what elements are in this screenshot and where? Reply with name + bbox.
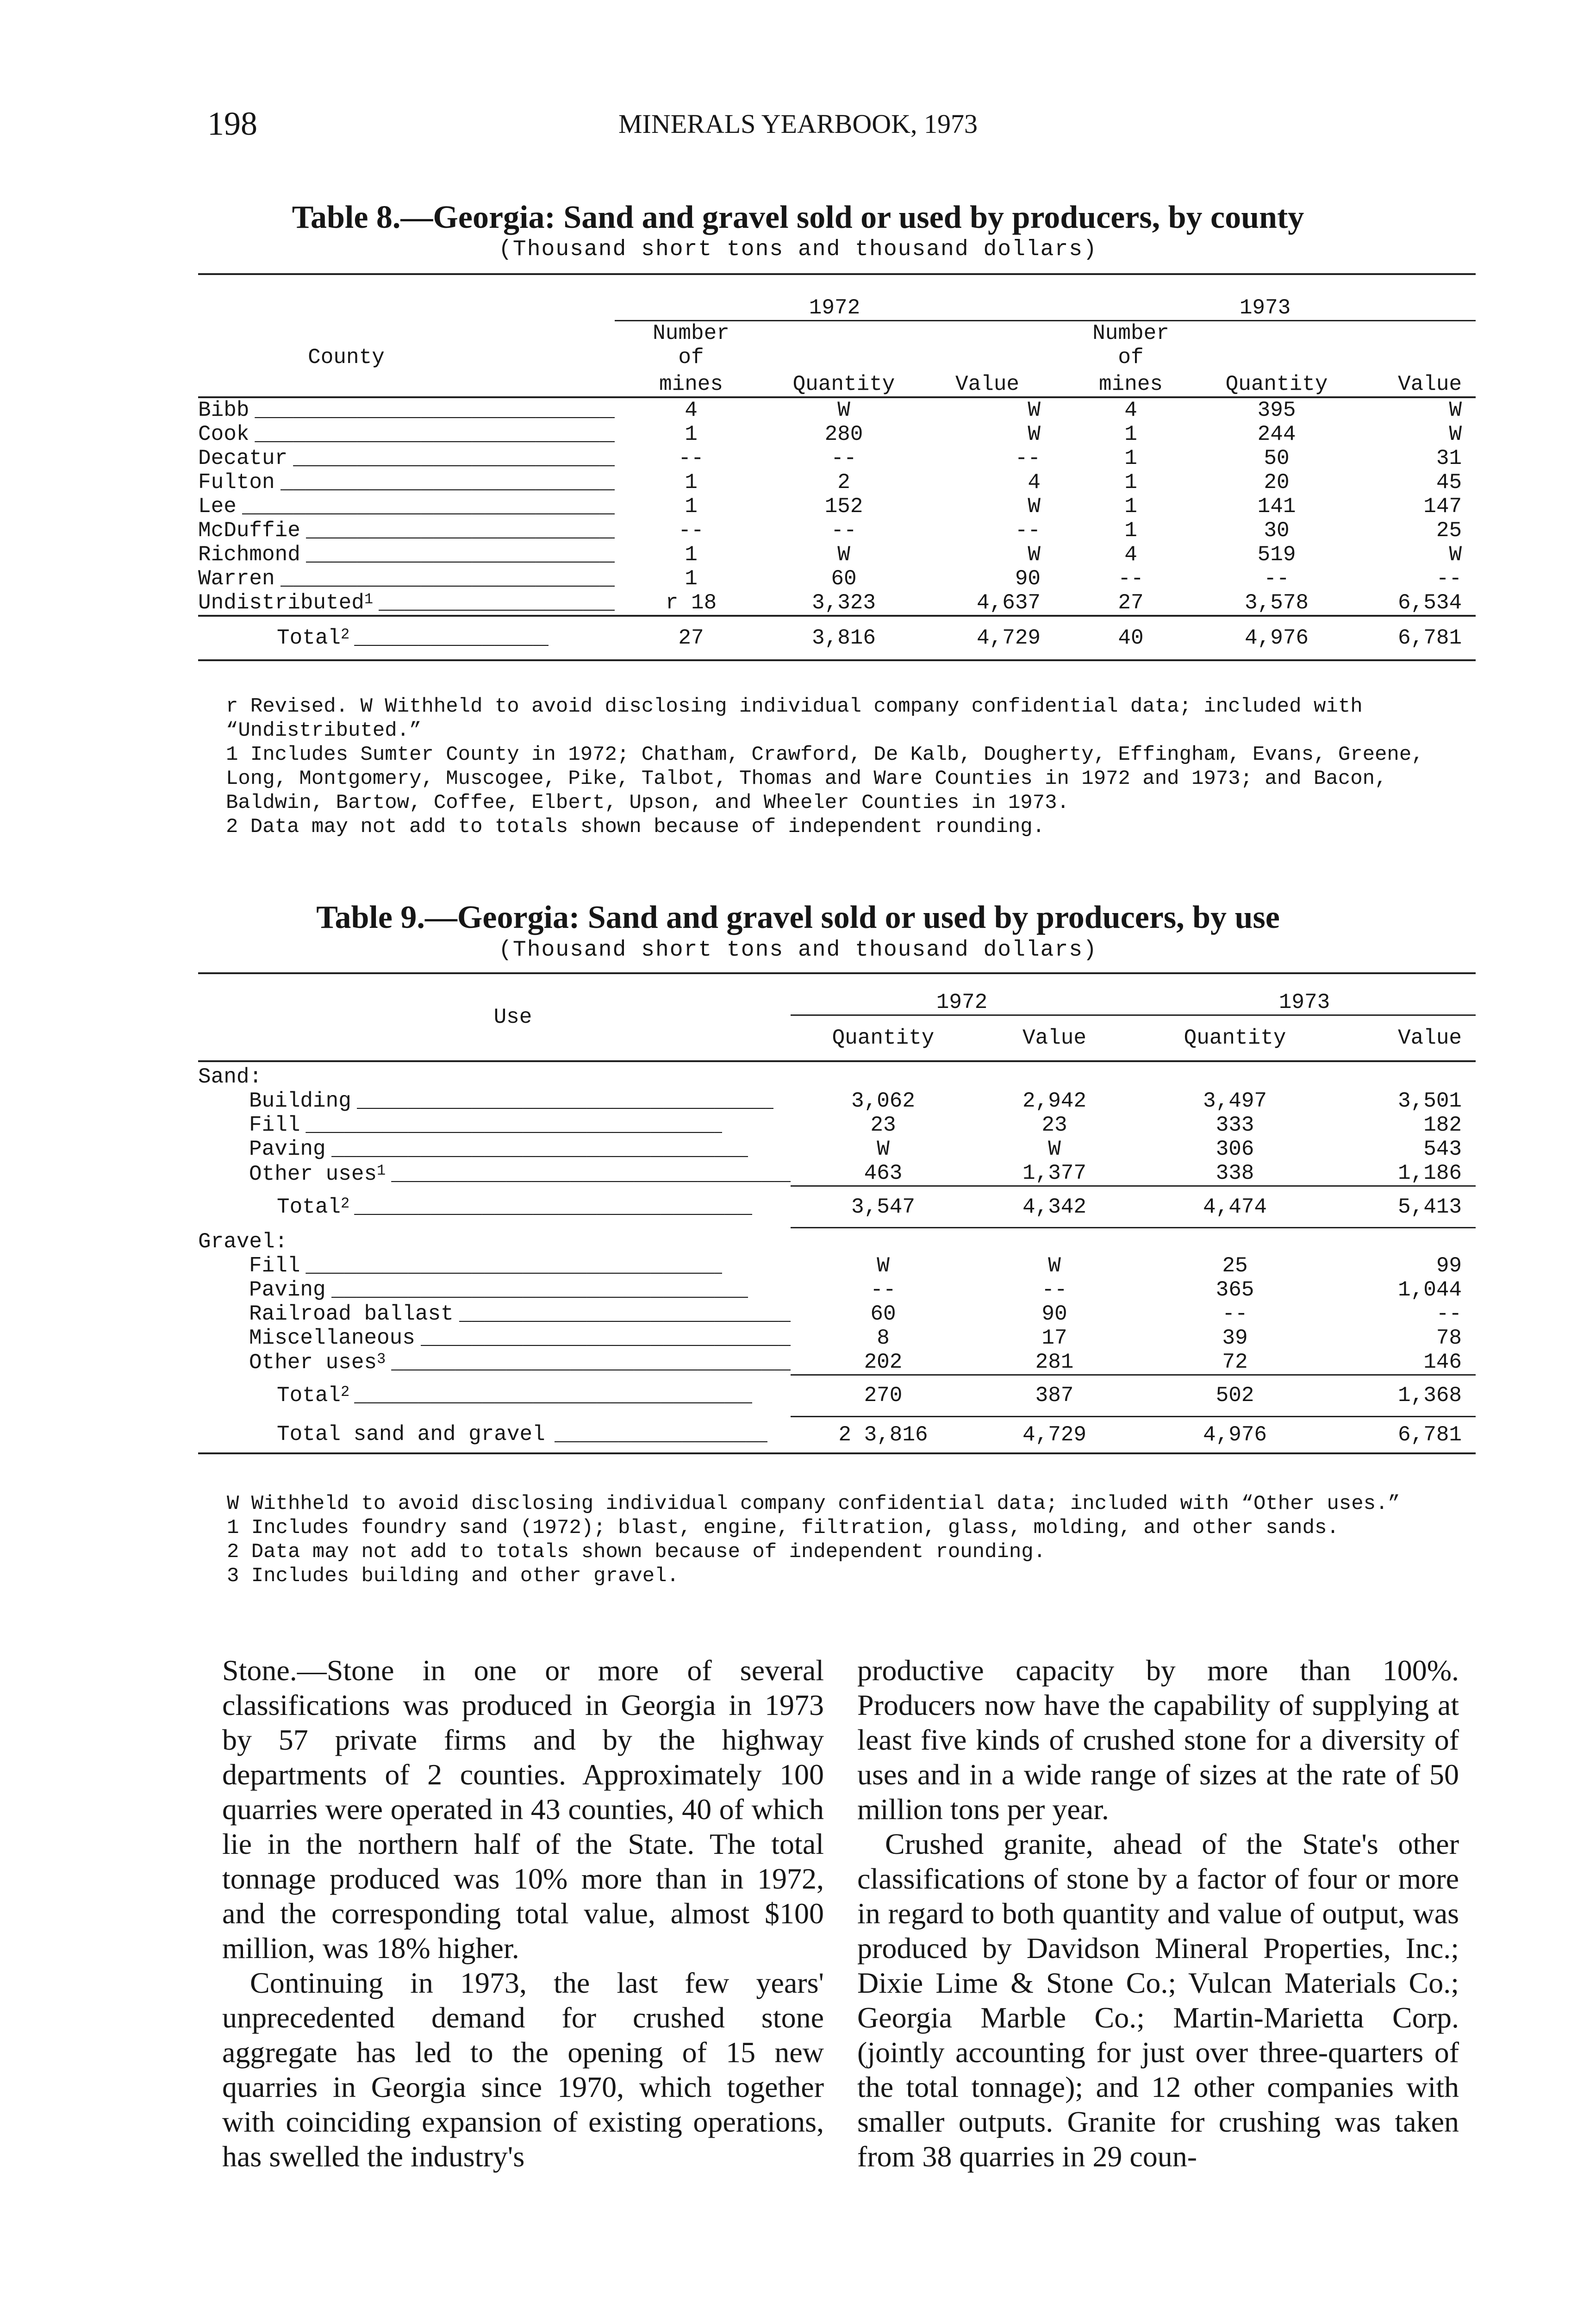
table8-cell-v73: W xyxy=(1449,422,1462,446)
table9-gravel-cell-q73: 72 xyxy=(1222,1350,1248,1374)
row-label: Fulton xyxy=(198,470,275,494)
table9-subtitle: (Thousand short tons and thousand dollars) xyxy=(499,938,1097,963)
table8-cell-m72: -- xyxy=(678,518,704,543)
table9-sand-total-v73: 5,413 xyxy=(1337,1186,1476,1228)
table8-cell-m73: 1 xyxy=(1124,518,1137,543)
table8-note-1: 1 Includes Sumter County in 1972; Chatham, Crawford, De Kalb, Dougherty, Effingham, Evans, Greene, Long, Montgomery, Muscogee, Pike, Talbot, Thomas and Ware Counties in 1972 and 1973; and Bacon, Baldwin, Bartow, Coffee, Elbert, Upson, and Wheeler Counties in 1973. xyxy=(226,743,1424,814)
table9-grand-total-q73: 4,976 xyxy=(1133,1416,1337,1453)
table9-grand-total-v73: 6,781 xyxy=(1337,1416,1476,1453)
table8-row xyxy=(198,446,1476,470)
row-label: Warren xyxy=(198,566,275,591)
row-label: Cook xyxy=(198,422,249,446)
table9-gravel-cell-q72: 8 xyxy=(877,1326,890,1350)
row-label: Paving xyxy=(249,1137,326,1161)
table9-q72-head: Quantity xyxy=(832,1026,935,1050)
table8-cell-q73: 395 xyxy=(1257,398,1296,422)
table9-gravel-cell-v73: 146 xyxy=(1423,1350,1462,1374)
stone-paragraph-1: —Stone in one or more of several classifications was produced in Georgia in 1973 by 57 private firms and by the highway departments of 2 counties. Approximately 100 quarries were operated in 43 counties, 40 of which lie in the northern half of the State. The total tonnage produced was 10% more than in 1972, and the corresponding total value, almost $100 million, was 18% higher. xyxy=(222,1654,824,1965)
table8-total-v73: 6,781 xyxy=(1346,616,1476,660)
table8-row xyxy=(198,543,1476,567)
table8-cell-v72: 4,637 xyxy=(977,590,1041,615)
table8-row xyxy=(198,519,1476,543)
table8-total-v72: 4,729 xyxy=(920,616,1054,660)
table8-cell-v73: W xyxy=(1449,542,1462,567)
row-label-cell xyxy=(198,1113,791,1137)
table9-v72-head: Value xyxy=(1022,1026,1087,1050)
table8-cell-m72: -- xyxy=(678,446,704,470)
row-label: Fill xyxy=(249,1113,300,1137)
page-number: 198 xyxy=(207,105,257,142)
table9-gravel-cell-v72: 90 xyxy=(1041,1301,1067,1326)
table8-value-head: Value xyxy=(920,369,1054,397)
table9-gravel-total-row xyxy=(198,1375,1476,1416)
table8-cell-q73: 3,578 xyxy=(1245,590,1309,615)
table8-cell-v73: 45 xyxy=(1436,470,1462,494)
table9-gravel-row xyxy=(198,1350,1476,1375)
table8-year-1972: 1972 xyxy=(615,274,1054,320)
row-label: Bibb xyxy=(198,398,249,422)
table9-gravel-total-q73: 502 xyxy=(1133,1375,1337,1416)
table8-cell-m73: 1 xyxy=(1124,422,1137,446)
table8-cell-q72: 280 xyxy=(824,422,863,446)
table8-cell-q73: -- xyxy=(1264,566,1290,591)
table9-sand-cell-v73: 182 xyxy=(1423,1113,1462,1137)
row-label-cell xyxy=(198,1302,791,1326)
table8-cell-m73: 1 xyxy=(1124,446,1137,470)
table8-row xyxy=(198,567,1476,591)
running-header xyxy=(0,105,1596,146)
row-label-cell xyxy=(198,1254,791,1278)
table8-row xyxy=(198,422,1476,446)
table8-cell-m73: 4 xyxy=(1124,542,1137,567)
row-label-sup: 1 xyxy=(364,590,374,608)
stone-paragraph-3: productive capacity by more than 100%. Producers now have the capability of supplying at least five kinds of crushed stone for a diversity of uses and in a wide range of sizes at the rate of 50 million tons per year. xyxy=(857,1654,1459,1826)
table8-total-q72: 3,816 xyxy=(767,616,920,660)
table9-gravel-cell-v72: 17 xyxy=(1041,1326,1067,1350)
table9-sand-cell-q72: W xyxy=(877,1137,890,1161)
table8-cell-v72: 4 xyxy=(1028,470,1041,494)
table8-mines-head-2: of xyxy=(678,345,704,369)
table8-cell-v72: W xyxy=(1028,422,1041,446)
table9-year-1973: 1973 xyxy=(1133,973,1476,1015)
table9-note-2: 2 Data may not add to totals shown because of independent rounding. xyxy=(227,1540,1046,1564)
table8-cell-m73: 1 xyxy=(1124,494,1137,519)
table9-grand-total-row xyxy=(198,1416,1476,1453)
table9-gravel-row xyxy=(198,1326,1476,1350)
table9-gravel-total-v72: 387 xyxy=(976,1375,1133,1416)
table9-note-1: 1 Includes foundry sand (1972); blast, engine, filtration, glass, molding, and other sands. xyxy=(227,1516,1339,1539)
table8-total-m72: 27 xyxy=(615,616,767,660)
table9-gravel-cell-v72: -- xyxy=(1041,1277,1067,1302)
row-label-cell xyxy=(198,1089,791,1113)
table9-sand-cell-q73: 306 xyxy=(1216,1137,1254,1161)
row-label-cell xyxy=(198,567,615,591)
row-label: Building xyxy=(249,1089,351,1113)
table8-mines-head-3: mines xyxy=(615,369,767,397)
table9-sand-cell-v73: 3,501 xyxy=(1398,1089,1462,1113)
table9-gravel-cell-q72: W xyxy=(877,1253,890,1278)
row-label: Lee xyxy=(198,494,237,519)
table9-sand-cell-q73: 333 xyxy=(1216,1113,1254,1137)
table9-grand-total-v72: 4,729 xyxy=(976,1416,1133,1453)
table9-sand-cell-v73: 543 xyxy=(1423,1137,1462,1161)
row-label-cell xyxy=(198,1161,791,1186)
table8-cell-m72: 1 xyxy=(685,566,698,591)
table8-cell-m73: 1 xyxy=(1124,470,1137,494)
stone-paragraph-2: Continuing in 1973, the last few years' unprecedented demand for crushed stone aggregate has led to the opening of 15 new quarries in Georgia since 1970, which together with coinciding expansion of existing operations, has swelled the industry's xyxy=(222,1966,824,2173)
table8-cell-v72: W xyxy=(1028,542,1041,567)
table9-title: Table 9.—Georgia: Sand and gravel sold or used by producers, by use xyxy=(316,900,1280,935)
text-column-left xyxy=(222,1653,824,2174)
row-label-cell xyxy=(198,1326,791,1350)
table8-cell-m72: 1 xyxy=(685,494,698,519)
table9-sand-row xyxy=(198,1089,1476,1113)
table8-mines-head-3b: mines xyxy=(1054,369,1207,397)
table9-sand-cell-q73: 3,497 xyxy=(1203,1089,1267,1113)
row-label-cell xyxy=(198,543,615,567)
table9-sand-row xyxy=(198,1113,1476,1137)
row-label-cell xyxy=(198,1137,791,1161)
table9-sand-row xyxy=(198,1161,1476,1186)
row-label: Decatur xyxy=(198,446,288,470)
table8-cell-q72: 152 xyxy=(824,494,863,519)
table8-county-head: County xyxy=(308,345,385,369)
row-label: Miscellaneous xyxy=(249,1326,415,1350)
table8-cell-q72: W xyxy=(837,542,850,567)
table8-cell-q73: 244 xyxy=(1257,422,1296,446)
table8-year-1973: 1973 xyxy=(1054,274,1476,320)
table8-note-2: 2 Data may not add to totals shown because of independent rounding. xyxy=(226,815,1045,838)
table8-row xyxy=(198,591,1476,616)
running-title: MINERALS YEARBOOK, 1973 xyxy=(618,109,978,139)
table8-total-label: Total xyxy=(277,626,341,650)
row-label-cell xyxy=(198,470,615,494)
table8-cell-q72: -- xyxy=(831,446,857,470)
table8-title: Table 8.—Georgia: Sand and gravel sold or used by producers, by county xyxy=(292,200,1304,235)
table9-sand-cell-v72: 2,942 xyxy=(1022,1089,1087,1113)
table9-gravel-cell-v73: 78 xyxy=(1436,1326,1462,1350)
table8-total-q73: 4,976 xyxy=(1207,616,1346,660)
table9-gravel-cell-q73: 25 xyxy=(1222,1253,1248,1278)
row-label: Paving xyxy=(249,1277,326,1302)
table8-row xyxy=(198,397,1476,422)
table8-cell-m72: r 18 xyxy=(665,590,717,615)
table8-subtitle: (Thousand short tons and thousand dollars) xyxy=(499,237,1097,262)
table9-sand-cell-v72: 23 xyxy=(1041,1113,1067,1137)
table8-cell-q73: 50 xyxy=(1264,446,1290,470)
row-label-cell xyxy=(198,591,615,616)
table8-cell-m73: -- xyxy=(1118,566,1144,591)
table8-mines-head-1: Number xyxy=(653,321,729,345)
table9-sand-total-row xyxy=(198,1186,1476,1228)
row-label-cell xyxy=(198,422,615,446)
row-label-sup: 3 xyxy=(377,1351,386,1368)
table8-cell-v73: 6,534 xyxy=(1398,590,1462,615)
row-label: McDuffie xyxy=(198,518,300,543)
table9 xyxy=(198,972,1476,1454)
table8-cell-q72: 2 xyxy=(837,470,850,494)
table8-cell-q73: 20 xyxy=(1264,470,1290,494)
table8-cell-v73: W xyxy=(1449,398,1462,422)
table9-gravel-row xyxy=(198,1302,1476,1326)
table8-cell-m72: 1 xyxy=(685,470,698,494)
row-label-sup: 1 xyxy=(377,1162,386,1179)
table8-cell-v73: -- xyxy=(1436,566,1462,591)
table8-cell-v73: 31 xyxy=(1436,446,1462,470)
table9-sand-total-label: Total xyxy=(277,1195,341,1219)
table8-row xyxy=(198,494,1476,519)
table8-cell-m72: 1 xyxy=(685,422,698,446)
table9-gravel-total-v73: 1,368 xyxy=(1337,1375,1476,1416)
table8-cell-m73: 27 xyxy=(1118,590,1144,615)
table8-total-sup: 2 xyxy=(341,626,350,643)
row-label-cell xyxy=(198,1278,791,1302)
stone-heading: Stone. xyxy=(222,1654,297,1687)
row-label: Fill xyxy=(249,1253,300,1278)
table9-gravel-cell-q73: -- xyxy=(1222,1301,1248,1326)
table9-sand-total-q72: 3,547 xyxy=(791,1186,976,1228)
table9-year-1972: 1972 xyxy=(791,973,1133,1015)
row-label-cell xyxy=(198,397,615,422)
table9-gravel-cell-q72: 202 xyxy=(864,1350,903,1374)
table9-gravel-cell-v73: 1,044 xyxy=(1398,1277,1462,1302)
table8-total-m73: 40 xyxy=(1054,616,1207,660)
table9-gravel-row xyxy=(198,1278,1476,1302)
table8-cell-v72: W xyxy=(1028,494,1041,519)
table8-cell-m73: 4 xyxy=(1124,398,1137,422)
table8-cell-v72: 90 xyxy=(1015,566,1041,591)
table8-cell-q73: 141 xyxy=(1257,494,1296,519)
table9-gravel-cell-v73: -- xyxy=(1436,1301,1462,1326)
table9-sand-label: Sand: xyxy=(198,1065,262,1089)
table9-note-w: W Withheld to avoid disclosing individual company confidential data; included with “Other uses.” xyxy=(227,1492,1400,1515)
table8-cell-q72: 3,323 xyxy=(811,590,876,615)
table9-grand-total-label: Total sand and gravel xyxy=(277,1422,545,1446)
table8 xyxy=(198,273,1476,661)
table9-gravel-cell-v72: W xyxy=(1048,1253,1061,1278)
stone-paragraph-4: Crushed granite, ahead of the State's other classifications of stone by a factor of four or more in regard to both quantity and value of output, was produced by Davidson Mineral Properties, Inc.; Dixie Lime & Stone Co.; Vulcan Materials Co.; Georgia Marble Co.; Martin-Marietta Corp. (jointly accounting for just over three-quarters of the total tonnage); and 12 other companies with smaller outputs. Granite for crushing was taken from 38 quarries in 29 coun- xyxy=(857,1827,1459,2173)
table8-cell-v73: 147 xyxy=(1423,494,1462,519)
table9-gravel-total-sup: 2 xyxy=(341,1383,350,1401)
table9-gravel-cell-q72: -- xyxy=(870,1277,896,1302)
row-label-cell xyxy=(198,1350,791,1375)
table9-sand-total-v72: 4,342 xyxy=(976,1186,1133,1228)
table9-gravel-total-q72: 270 xyxy=(791,1375,976,1416)
table8-cell-q73: 519 xyxy=(1257,542,1296,567)
table8-cell-v72: -- xyxy=(1015,518,1041,543)
table9-note-3: 3 Includes building and other gravel. xyxy=(227,1564,679,1588)
table9-gravel-row xyxy=(198,1254,1476,1278)
table8-cell-m72: 4 xyxy=(685,398,698,422)
row-label: Richmond xyxy=(198,542,300,567)
table8-cell-v72: -- xyxy=(1015,446,1041,470)
table8-cell-q72: -- xyxy=(831,518,857,543)
table8-row xyxy=(198,470,1476,494)
table9-use-head: Use xyxy=(198,973,791,1061)
table9-sand-row xyxy=(198,1137,1476,1161)
table8-mines-head-2b: of xyxy=(1118,345,1144,369)
table9-q73-head: Quantity xyxy=(1184,1026,1286,1050)
table9-gravel-total-label: Total xyxy=(277,1383,341,1408)
table8-value-head-b: Value xyxy=(1346,369,1476,397)
table9-sand-cell-v72: 1,377 xyxy=(1022,1161,1087,1185)
row-label-cell xyxy=(198,519,615,543)
row-label-cell xyxy=(198,446,615,470)
table9-v73-head: Value xyxy=(1398,1026,1462,1050)
table8-quantity-head-b: Quantity xyxy=(1207,369,1346,397)
table9-sand-cell-v72: W xyxy=(1048,1137,1061,1161)
table9-gravel-cell-v72: 281 xyxy=(1035,1350,1074,1374)
table9-sand-cell-q73: 338 xyxy=(1216,1161,1254,1185)
table9-sand-cell-q72: 23 xyxy=(870,1113,896,1137)
row-label-cell xyxy=(198,494,615,519)
table8-mines-head-1b: Number xyxy=(1092,321,1169,345)
row-label: Railroad ballast xyxy=(249,1301,454,1326)
row-label: Undistributed xyxy=(198,590,364,615)
table9-notes xyxy=(227,1492,1477,1588)
text-column-right xyxy=(857,1653,1459,2174)
table9-sand-cell-q72: 463 xyxy=(864,1161,903,1185)
row-label: Other uses xyxy=(249,1162,377,1186)
table8-cell-v73: 25 xyxy=(1436,518,1462,543)
table8-total-row xyxy=(198,616,1476,660)
table8-notes xyxy=(198,694,1476,839)
table9-grand-total-q72: 2 3,816 xyxy=(791,1416,976,1453)
table9-sand-total-sup: 2 xyxy=(341,1195,350,1212)
table9-gravel-cell-q72: 60 xyxy=(870,1301,896,1326)
table9-sand-cell-q72: 3,062 xyxy=(851,1089,916,1113)
table8-quantity-head: Quantity xyxy=(767,369,920,397)
table8-note-r: r Revised. W Withheld to avoid disclosing individual company confidential data; included with “Undistributed.” xyxy=(226,695,1363,742)
table9-sand-total-q73: 4,474 xyxy=(1133,1186,1337,1228)
row-label: Other uses xyxy=(249,1351,377,1375)
table9-sand-cell-v73: 1,186 xyxy=(1398,1161,1462,1185)
table8-cell-v72: W xyxy=(1028,398,1041,422)
table8-cell-q72: W xyxy=(837,398,850,422)
table9-gravel-label: Gravel: xyxy=(198,1229,288,1254)
table9-gravel-cell-q73: 365 xyxy=(1216,1277,1254,1302)
table8-cell-m72: 1 xyxy=(685,542,698,567)
table9-gravel-cell-q73: 39 xyxy=(1222,1326,1248,1350)
table8-cell-q72: 60 xyxy=(831,566,857,591)
table9-gravel-cell-v73: 99 xyxy=(1436,1253,1462,1278)
table8-cell-q73: 30 xyxy=(1264,518,1290,543)
